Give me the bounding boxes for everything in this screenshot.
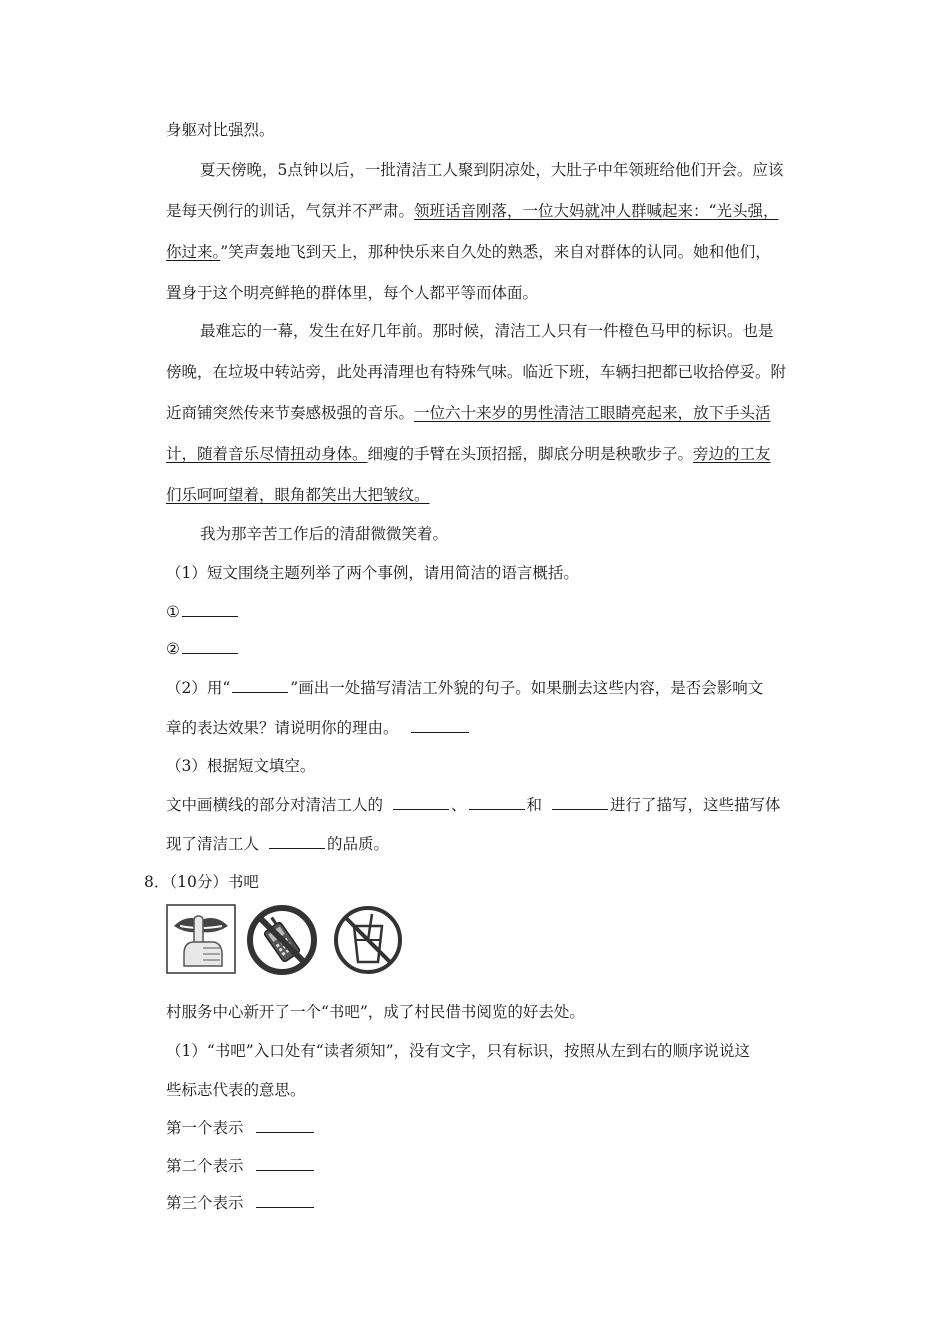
answer-blank[interactable]: [256, 1156, 314, 1171]
passage-line: [166, 444, 771, 464]
underlined-sentence: 旁边的工友: [693, 445, 771, 463]
item-marker: ②: [166, 640, 180, 658]
answer-blank[interactable]: [469, 795, 525, 810]
question-text: [166, 795, 781, 815]
passage-line: [166, 403, 771, 423]
underlined-sentence: 一位六十来岁的男性清洁工眼睛亮起来，放下手头活: [414, 404, 771, 422]
answer-blank[interactable]: [393, 795, 449, 810]
passage-line: 置身于这个明亮鲜艳的群体里，每个人都平等而体面。: [166, 284, 539, 302]
answer-blank[interactable]: [256, 1193, 314, 1208]
text-span: 第二个表示: [166, 1157, 244, 1175]
answer-blank[interactable]: [269, 834, 325, 849]
answer-blank[interactable]: [182, 602, 238, 617]
question-text: 些标志代表的意思。: [166, 1081, 306, 1099]
quiet-hush-icon: [166, 904, 236, 974]
answer-blank[interactable]: [256, 1118, 314, 1133]
text-span: 章的表达效果？请说明你的理由。: [166, 719, 399, 737]
text-span: 现了清洁工人: [166, 835, 260, 853]
answer-line: [166, 639, 240, 659]
text-span: 、: [451, 796, 467, 814]
text-span: 的品质。: [327, 835, 390, 853]
question-8-header: [144, 872, 259, 892]
question-number: 8．: [144, 873, 170, 891]
answer-line: [166, 1193, 316, 1213]
question-text: （3）根据短文填空。: [166, 757, 316, 775]
answer-blank[interactable]: [552, 795, 608, 810]
answer-line: [166, 602, 240, 622]
question-text: 村服务中心新开了一个“书吧”，成了村民借书阅览的好去处。: [166, 1003, 585, 1021]
text-span: ”画出一处描写清洁工外貌的句子。如果删去这些内容，是否会影响文: [290, 679, 764, 697]
passage-line: 最难忘的一幕，发生在好几年前。那时候，清洁工人只有一件橙色马甲的标识。也是: [200, 322, 774, 340]
text-span: 第三个表示: [166, 1194, 244, 1212]
text-span: 近商铺突然传来节奏感极强的音乐。: [166, 404, 415, 422]
text-span: 进行了描写，这些描写体: [610, 796, 781, 814]
passage-line: 我为那辛苦工作后的清甜微微笑着。: [200, 525, 449, 543]
question-text: [166, 678, 763, 698]
question-text: （1）“书吧”入口处有“读者须知”，没有文字，只有标识，按照从左到右的顺序说说这: [166, 1042, 751, 1060]
passage-line: [166, 242, 771, 262]
no-drink-icon: [328, 904, 398, 974]
underlined-sentence: 你过来。: [166, 243, 221, 261]
question-text: [166, 718, 471, 738]
answer-blank[interactable]: [411, 718, 469, 733]
answer-blank[interactable]: [232, 678, 288, 693]
no-phone-icon: [240, 904, 310, 974]
answer-blank[interactable]: [182, 639, 238, 654]
passage-line: [166, 485, 430, 505]
passage-line: 身躯对比强烈。: [166, 121, 275, 139]
text-span: （2）用“: [166, 679, 231, 697]
text-span: 是每天例行的训话，气氛并不严肃。: [166, 202, 415, 220]
passage-line: 夏天傍晚，5点钟以后，一批清洁工人聚到阴凉处，大肚子中年领班给他们开会。应该: [200, 161, 784, 179]
text-span: 和: [526, 796, 543, 814]
text-span: 细瘦的手臂在头顶招摇，脚底分明是秧歌步子。: [367, 445, 694, 463]
answer-line: [166, 1118, 316, 1138]
passage-line: [166, 201, 778, 221]
passage-line: 傍晚，在垃圾中转站旁，此处再清理也有特殊气味。临近下班，车辆扫把都已收拾停妥。附: [166, 363, 787, 381]
text-span: 文中画横线的部分对清洁工人的: [166, 796, 384, 814]
question-text: [166, 834, 389, 854]
question-text: （1）短文围绕主题列举了两个事例，请用简洁的语言概括。: [166, 564, 579, 582]
item-marker: ①: [166, 603, 180, 621]
sign-icons: [166, 904, 398, 976]
answer-line: [166, 1156, 316, 1176]
question-title: （10分）书吧: [169, 873, 259, 891]
underlined-sentence: 计，随着音乐尽情扭动身体。: [166, 445, 368, 463]
text-span: ”笑声轰地飞到天上，那种快乐来自久处的熟悉，来自对群体的认同。她和他们，: [220, 243, 771, 261]
underlined-sentence: 领班话音刚落，一位大妈就冲人群喊起来：“光头强，: [414, 202, 779, 220]
text-span: 第一个表示: [166, 1119, 244, 1137]
underlined-sentence: 们乐呵呵望着，眼角都笑出大把皱纹。: [166, 486, 430, 504]
